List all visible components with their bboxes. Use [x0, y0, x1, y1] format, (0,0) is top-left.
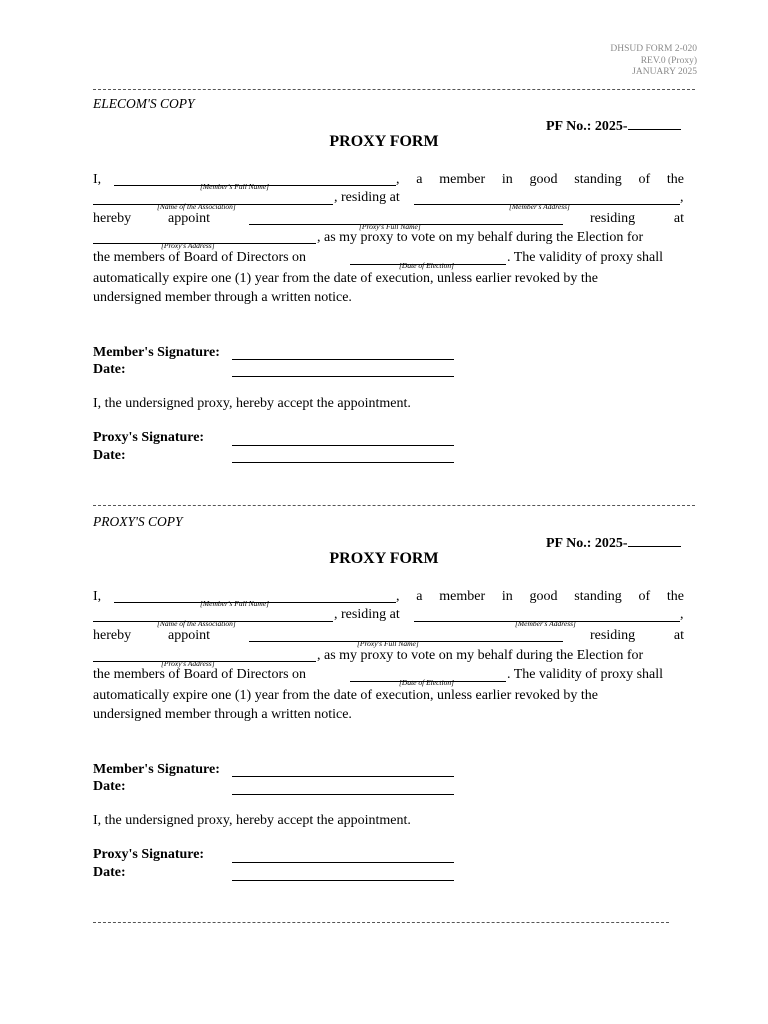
text-member-good-standing: , a member in good standing of the: [396, 172, 684, 187]
text-i: I,: [93, 172, 102, 187]
text-as-my-proxy: , as my proxy to vote on my behalf during the Election for: [317, 648, 644, 663]
member-date-field[interactable]: [232, 376, 454, 377]
member-date-label: Date:: [93, 779, 126, 794]
proxy-date-label: Date:: [93, 865, 126, 880]
election-date-label: [Date of Election]: [399, 678, 454, 687]
association-label: [Name of the Association]: [157, 202, 236, 211]
text-written-notice: undersigned member through a written notice.: [93, 290, 352, 305]
pf-label: PF No.: 2025-: [546, 536, 628, 551]
text-i: I,: [93, 589, 102, 604]
proxy-name-label: [Proxy's Full Name]: [359, 222, 421, 231]
text-appoint: appoint: [168, 211, 210, 226]
proxy-address-label: [Proxy's Address]: [161, 241, 215, 250]
text-hereby: hereby: [93, 211, 132, 226]
pf-number-field[interactable]: [628, 533, 681, 547]
member-signature-label: Member's Signature:: [93, 345, 220, 360]
text-expiry: automatically expire one (1) year from the date of execution, unless earlier revoked by the: [93, 271, 598, 286]
association-label: [Name of the Association]: [157, 619, 236, 628]
member-signature-field[interactable]: [232, 359, 454, 360]
copy-label: ELECOM'S COPY: [93, 96, 195, 111]
form-title: PROXY FORM: [329, 133, 439, 150]
proxy-signature-label: Proxy's Signature:: [93, 847, 205, 862]
proxy-signature-field[interactable]: [232, 862, 454, 863]
member-name-label: [Member's Full Name]: [200, 599, 270, 608]
form-code: DHSUD FORM 2-020: [610, 44, 697, 54]
text-hereby: hereby: [93, 628, 132, 643]
divider-bottom: [93, 922, 669, 923]
text-residing-at: , residing at: [334, 190, 400, 205]
text-comma: ,: [680, 190, 684, 205]
member-date-field[interactable]: [232, 794, 454, 795]
divider-middle: [93, 505, 695, 506]
text-comma: ,: [680, 607, 684, 622]
member-address-label: [Member's Address]: [509, 202, 570, 211]
pf-label: PF No.: 2025-: [546, 119, 628, 134]
divider-top: [93, 89, 695, 90]
member-date-label: Date:: [93, 362, 126, 377]
election-date-label: [Date of Election]: [399, 261, 454, 270]
text-validity: . The validity of proxy shall: [507, 250, 664, 265]
member-signature-label: Member's Signature:: [93, 762, 220, 777]
form-header: [610, 44, 697, 79]
pf-number-field[interactable]: [628, 116, 681, 130]
text-as-my-proxy: , as my proxy to vote on my behalf during the Election for: [317, 230, 644, 245]
text-board-directors: the members of Board of Directors on: [93, 667, 307, 682]
member-signature-field[interactable]: [232, 776, 454, 777]
text-residing-at-2: residing at: [590, 211, 684, 226]
text-residing-at-2: residing at: [590, 628, 684, 643]
text-residing-at: , residing at: [334, 607, 400, 622]
proxy-date-field[interactable]: [232, 880, 454, 881]
proxy-signature-field[interactable]: [232, 445, 454, 446]
text-expiry: automatically expire one (1) year from the date of execution, unless earlier revoked by the: [93, 688, 598, 703]
text-validity: . The validity of proxy shall: [507, 667, 664, 682]
text-appoint: appoint: [168, 628, 210, 643]
text-member-good-standing: , a member in good standing of the: [396, 589, 684, 604]
proxy-address-label: [Proxy's Address]: [161, 659, 215, 668]
member-name-label: [Member's Full Name]: [200, 182, 270, 191]
text-board-directors: the members of Board of Directors on: [93, 250, 307, 265]
member-address-label: [Member's Address]: [515, 619, 576, 628]
form-date: JANUARY 2025: [632, 67, 697, 77]
form-title: PROXY FORM: [329, 550, 439, 567]
text-written-notice: undersigned member through a written notice.: [93, 707, 352, 722]
proxy-date-label: Date:: [93, 448, 126, 463]
acceptance-text: I, the undersigned proxy, hereby accept the appointment.: [93, 813, 411, 828]
proxy-date-field[interactable]: [232, 462, 454, 463]
copy-label: PROXY'S COPY: [93, 514, 183, 529]
proxy-name-label: [Proxy's Full Name]: [357, 639, 419, 648]
proxy-signature-label: Proxy's Signature:: [93, 430, 205, 445]
form-revision: REV.0 (Proxy): [640, 55, 697, 66]
acceptance-text: I, the undersigned proxy, hereby accept the appointment.: [93, 396, 411, 411]
